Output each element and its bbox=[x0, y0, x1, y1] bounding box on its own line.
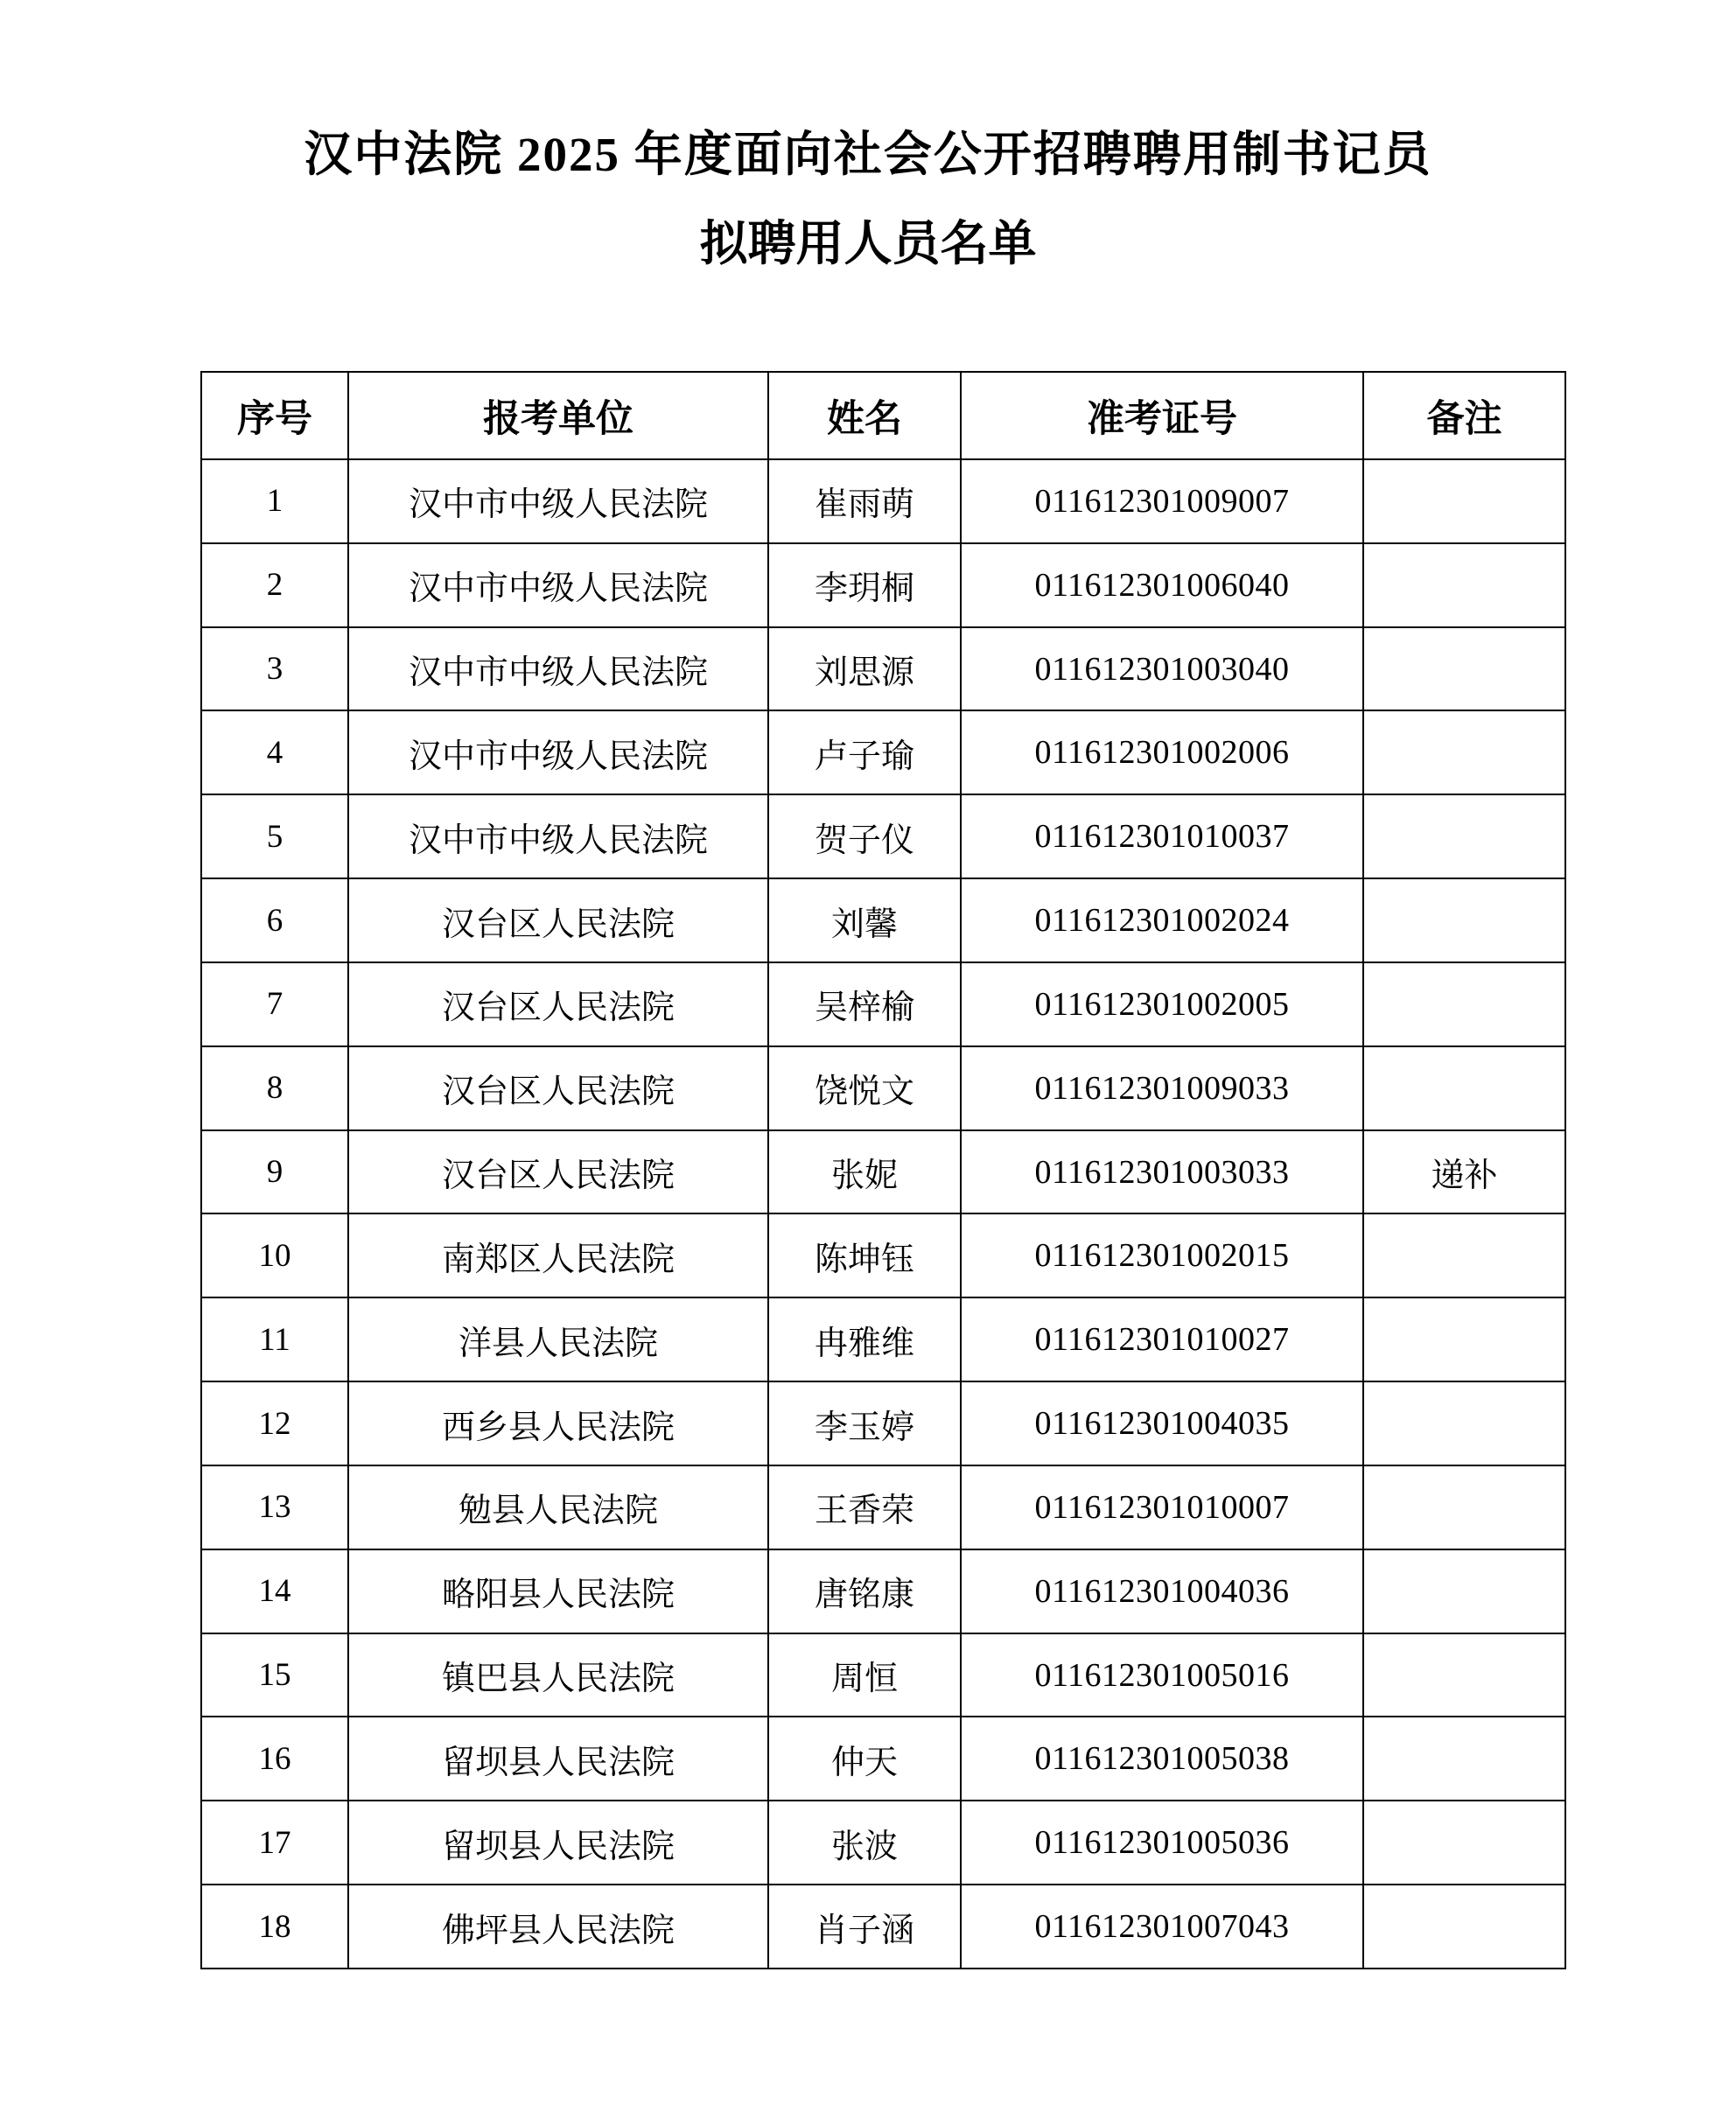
cell-candidate-name: 陈坤钰 bbox=[768, 1213, 961, 1297]
cell-remark bbox=[1363, 794, 1565, 878]
cell-ticket-number: 011612301002015 bbox=[961, 1213, 1363, 1297]
cell-applied-court: 汉台区人民法院 bbox=[348, 1130, 768, 1214]
cell-candidate-name: 李玥桐 bbox=[768, 543, 961, 627]
cell-ticket-number: 011612301004036 bbox=[961, 1549, 1363, 1633]
cell-candidate-name: 肖子涵 bbox=[768, 1885, 961, 1969]
table-row bbox=[201, 1801, 1565, 1885]
cell-candidate-name: 李玉婷 bbox=[768, 1381, 961, 1465]
hire-roster-table bbox=[200, 371, 1566, 1969]
cell-remark bbox=[1363, 1465, 1565, 1549]
header-cell-ticket: 准考证号 bbox=[961, 372, 1363, 459]
cell-candidate-name: 张波 bbox=[768, 1801, 961, 1885]
table-row bbox=[201, 1297, 1565, 1381]
cell-ticket-number: 011612301003040 bbox=[961, 627, 1363, 711]
cell-sequence-number: 16 bbox=[201, 1717, 348, 1801]
cell-candidate-name: 仲天 bbox=[768, 1717, 961, 1801]
cell-candidate-name: 饶悦文 bbox=[768, 1046, 961, 1130]
cell-applied-court: 洋县人民法院 bbox=[348, 1297, 768, 1381]
cell-candidate-name: 冉雅维 bbox=[768, 1297, 961, 1381]
cell-remark bbox=[1363, 543, 1565, 627]
table-row bbox=[201, 1465, 1565, 1549]
table-row bbox=[201, 459, 1565, 543]
cell-sequence-number: 11 bbox=[201, 1297, 348, 1381]
table-row bbox=[201, 1046, 1565, 1130]
table-row bbox=[201, 1213, 1565, 1297]
cell-applied-court: 佛坪县人民法院 bbox=[348, 1885, 768, 1969]
cell-applied-court: 汉中市中级人民法院 bbox=[348, 627, 768, 711]
cell-sequence-number: 14 bbox=[201, 1549, 348, 1633]
cell-sequence-number: 18 bbox=[201, 1885, 348, 1969]
cell-candidate-name: 刘馨 bbox=[768, 878, 961, 962]
cell-sequence-number: 8 bbox=[201, 1046, 348, 1130]
cell-candidate-name: 吴梓榆 bbox=[768, 962, 961, 1046]
cell-ticket-number: 011612301005016 bbox=[961, 1633, 1363, 1717]
cell-sequence-number: 4 bbox=[201, 710, 348, 794]
header-cell-unit: 报考单位 bbox=[348, 372, 768, 459]
cell-ticket-number: 011612301002006 bbox=[961, 710, 1363, 794]
cell-applied-court: 汉中市中级人民法院 bbox=[348, 459, 768, 543]
cell-ticket-number: 011612301002005 bbox=[961, 962, 1363, 1046]
cell-remark bbox=[1363, 627, 1565, 711]
cell-remark bbox=[1363, 1801, 1565, 1885]
cell-remark bbox=[1363, 710, 1565, 794]
cell-sequence-number: 9 bbox=[201, 1130, 348, 1214]
cell-applied-court: 略阳县人民法院 bbox=[348, 1549, 768, 1633]
cell-remark bbox=[1363, 962, 1565, 1046]
cell-remark bbox=[1363, 1549, 1565, 1633]
cell-sequence-number: 1 bbox=[201, 459, 348, 543]
table-row bbox=[201, 710, 1565, 794]
cell-ticket-number: 011612301003033 bbox=[961, 1130, 1363, 1214]
cell-sequence-number: 12 bbox=[201, 1381, 348, 1465]
cell-sequence-number: 6 bbox=[201, 878, 348, 962]
table-row bbox=[201, 794, 1565, 878]
header-cell-name: 姓名 bbox=[768, 372, 961, 459]
cell-applied-court: 汉中市中级人民法院 bbox=[348, 794, 768, 878]
table-row bbox=[201, 1130, 1565, 1214]
cell-sequence-number: 15 bbox=[201, 1633, 348, 1717]
cell-remark bbox=[1363, 1297, 1565, 1381]
cell-remark bbox=[1363, 1381, 1565, 1465]
cell-applied-court: 南郑区人民法院 bbox=[348, 1213, 768, 1297]
table-row bbox=[201, 962, 1565, 1046]
cell-applied-court: 西乡县人民法院 bbox=[348, 1381, 768, 1465]
table-row bbox=[201, 878, 1565, 962]
cell-ticket-number: 011612301005036 bbox=[961, 1801, 1363, 1885]
cell-candidate-name: 卢子瑜 bbox=[768, 710, 961, 794]
cell-ticket-number: 011612301010027 bbox=[961, 1297, 1363, 1381]
document-title: 汉中法院 2025 年度面向社会公开招聘聘用制书记员 bbox=[304, 128, 1432, 181]
document-subtitle: 拟聘用人员名单 bbox=[699, 217, 1037, 270]
cell-ticket-number: 011612301010037 bbox=[961, 794, 1363, 878]
cell-ticket-number: 011612301006040 bbox=[961, 543, 1363, 627]
cell-remark bbox=[1363, 1046, 1565, 1130]
cell-applied-court: 留坝县人民法院 bbox=[348, 1717, 768, 1801]
cell-sequence-number: 17 bbox=[201, 1801, 348, 1885]
cell-sequence-number: 7 bbox=[201, 962, 348, 1046]
cell-ticket-number: 011612301009033 bbox=[961, 1046, 1363, 1130]
table-row bbox=[201, 1885, 1565, 1969]
table-row bbox=[201, 1381, 1565, 1465]
cell-applied-court: 汉中市中级人民法院 bbox=[348, 543, 768, 627]
cell-applied-court: 汉台区人民法院 bbox=[348, 1046, 768, 1130]
cell-remark bbox=[1363, 459, 1565, 543]
cell-remark bbox=[1363, 878, 1565, 962]
cell-sequence-number: 13 bbox=[201, 1465, 348, 1549]
cell-candidate-name: 唐铭康 bbox=[768, 1549, 961, 1633]
table-row bbox=[201, 543, 1565, 627]
cell-candidate-name: 贺子仪 bbox=[768, 794, 961, 878]
table-row bbox=[201, 1633, 1565, 1717]
cell-ticket-number: 011612301010007 bbox=[961, 1465, 1363, 1549]
cell-candidate-name: 王香荣 bbox=[768, 1465, 961, 1549]
cell-sequence-number: 2 bbox=[201, 543, 348, 627]
cell-applied-court: 汉台区人民法院 bbox=[348, 962, 768, 1046]
cell-remark bbox=[1363, 1633, 1565, 1717]
cell-candidate-name: 刘思源 bbox=[768, 627, 961, 711]
cell-applied-court: 勉县人民法院 bbox=[348, 1465, 768, 1549]
cell-sequence-number: 10 bbox=[201, 1213, 348, 1297]
table-row bbox=[201, 1717, 1565, 1801]
cell-applied-court: 留坝县人民法院 bbox=[348, 1801, 768, 1885]
cell-remark: 递补 bbox=[1363, 1130, 1565, 1214]
cell-applied-court: 汉中市中级人民法院 bbox=[348, 710, 768, 794]
header-cell-remark: 备注 bbox=[1363, 372, 1565, 459]
cell-sequence-number: 5 bbox=[201, 794, 348, 878]
cell-ticket-number: 011612301004035 bbox=[961, 1381, 1363, 1465]
cell-ticket-number: 011612301009007 bbox=[961, 459, 1363, 543]
cell-remark bbox=[1363, 1717, 1565, 1801]
cell-ticket-number: 011612301005038 bbox=[961, 1717, 1363, 1801]
cell-applied-court: 镇巴县人民法院 bbox=[348, 1633, 768, 1717]
cell-candidate-name: 崔雨萌 bbox=[768, 459, 961, 543]
cell-ticket-number: 011612301002024 bbox=[961, 878, 1363, 962]
cell-remark bbox=[1363, 1885, 1565, 1969]
header-row bbox=[201, 372, 1565, 459]
table-row bbox=[201, 1549, 1565, 1633]
cell-applied-court: 汉台区人民法院 bbox=[348, 878, 768, 962]
table-row bbox=[201, 627, 1565, 711]
cell-candidate-name: 张妮 bbox=[768, 1130, 961, 1214]
cell-candidate-name: 周恒 bbox=[768, 1633, 961, 1717]
cell-remark bbox=[1363, 1213, 1565, 1297]
cell-sequence-number: 3 bbox=[201, 627, 348, 711]
header-cell-no: 序号 bbox=[201, 372, 348, 459]
cell-ticket-number: 011612301007043 bbox=[961, 1885, 1363, 1969]
